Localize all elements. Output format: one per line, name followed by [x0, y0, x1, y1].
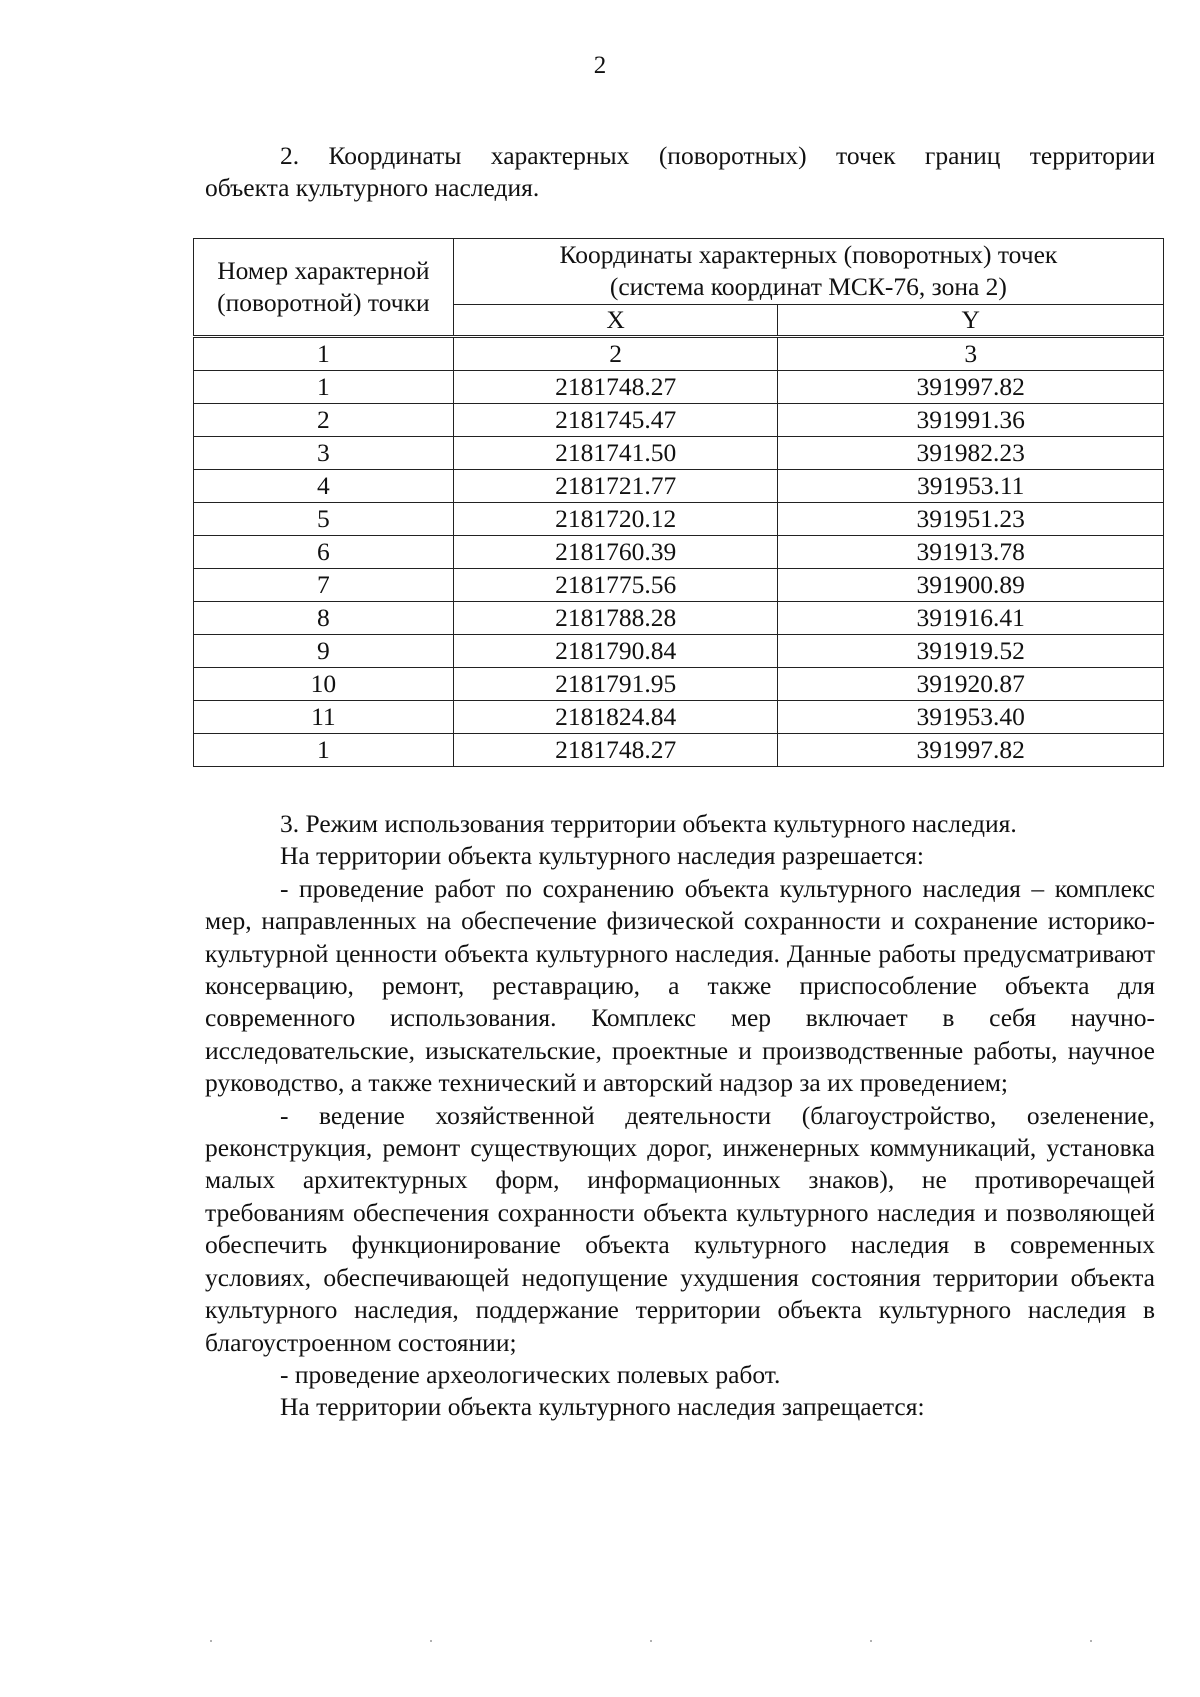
y-coordinate-cell: 391991.36 [778, 404, 1164, 437]
allowed-item-2: - ведение хозяйственной деятельности (благоустройство, озеленение, реконструкция, ремонт существующих дорог, инженерных коммуникаций, установка малых архитектурных форм, информационных знаков), не противоречащей требованиям обеспечения сохранности объекта культурного наследия и позволяющей обеспечить функционирование объекта культурного наследия в современных условиях, обеспечивающей недопущение ухудшения состояния территории объекта культурного наследия, поддержание территории объекта культурного наследия в благоустроенном состоянии; [205, 1100, 1155, 1357]
numbering-col-2: 2 [453, 337, 778, 371]
point-number-cell: 1 [194, 734, 454, 767]
section-3 [205, 808, 1155, 1424]
header-coordinates-line-1: Координаты характерных (поворотных) точек [559, 240, 1058, 270]
point-number-cell: 8 [194, 602, 454, 635]
table-row [194, 668, 1164, 701]
table-row [194, 734, 1164, 767]
point-number-cell: 11 [194, 701, 454, 734]
y-coordinate-cell: 391916.41 [778, 602, 1164, 635]
y-coordinate-cell: 391953.11 [778, 470, 1164, 503]
y-coordinate-cell: 391997.82 [778, 371, 1164, 404]
y-coordinate-cell: 391953.40 [778, 701, 1164, 734]
table-row [194, 437, 1164, 470]
x-coordinate-cell: 2181748.27 [453, 371, 778, 404]
x-coordinate-cell: 2181721.77 [453, 470, 778, 503]
x-coordinate-cell: 2181720.12 [453, 503, 778, 536]
table-row [194, 536, 1164, 569]
point-number-cell: 4 [194, 470, 454, 503]
header-y: Y [778, 304, 1164, 336]
y-coordinate-cell: 391951.23 [778, 503, 1164, 536]
allowed-item-1: - проведение работ по сохранению объекта культурного наследия – комплекс мер, направленных на обеспечение физической сохранности и сохранение историко-культурной ценности объекта культурного наследия. Данные работы предусматривают консервацию, ремонт, реставрацию, а также приспособление объекта для современного использования. Комплекс мер включает в себя научно-исследовательские, изыскательские, проектные и производственные работы, научное руководство, а также технический и авторский надзор за их проведением; [205, 873, 1155, 1098]
table-row [194, 371, 1164, 404]
scan-dots [0, 1640, 1200, 1646]
table-row [194, 602, 1164, 635]
x-coordinate-cell: 2181745.47 [453, 404, 778, 437]
x-coordinate-cell: 2181824.84 [453, 701, 778, 734]
section-3-heading: 3. Режим использования территории объекта культурного наследия. [280, 809, 1017, 838]
point-number-cell: 9 [194, 635, 454, 668]
header-point-number: Номер характерной (поворотной) точки [194, 239, 454, 337]
table-header-row [194, 239, 1164, 305]
section-2-line-1: 2. Координаты характерных (поворотных) точек границ территории [280, 141, 1155, 170]
point-number-cell: 5 [194, 503, 454, 536]
scan-dot [210, 1640, 212, 1642]
x-coordinate-cell: 2181791.95 [453, 668, 778, 701]
table-row [194, 701, 1164, 734]
allowed-intro: На территории объекта культурного наследия разрешается: [280, 841, 924, 871]
header-coordinates [453, 239, 1163, 305]
point-number-cell: 7 [194, 569, 454, 602]
scan-dot [1090, 1640, 1092, 1642]
y-coordinate-cell: 391997.82 [778, 734, 1164, 767]
coordinates-table [193, 238, 1164, 767]
x-coordinate-cell: 2181775.56 [453, 569, 778, 602]
point-number-cell: 10 [194, 668, 454, 701]
x-coordinate-cell: 2181760.39 [453, 536, 778, 569]
y-coordinate-cell: 391900.89 [778, 569, 1164, 602]
y-coordinate-cell: 391919.52 [778, 635, 1164, 668]
allowed-item-3: - проведение археологических полевых работ. [280, 1359, 781, 1389]
table-row [194, 503, 1164, 536]
numbering-col-3: 3 [778, 337, 1164, 371]
numbering-col-1: 1 [194, 337, 454, 371]
point-number-cell: 3 [194, 437, 454, 470]
x-coordinate-cell: 2181788.28 [453, 602, 778, 635]
x-coordinate-cell: 2181741.50 [453, 437, 778, 470]
section-2-line-2: объекта культурного наследия. [205, 173, 540, 202]
table-row [194, 470, 1164, 503]
table-row [194, 569, 1164, 602]
x-coordinate-cell: 2181748.27 [453, 734, 778, 767]
point-number-cell: 2 [194, 404, 454, 437]
y-coordinate-cell: 391913.78 [778, 536, 1164, 569]
header-coordinates-line-2: (система координат МСК-76, зона 2) [609, 272, 1007, 302]
section-2-heading [205, 140, 1155, 204]
point-number-cell: 1 [194, 371, 454, 404]
y-coordinate-cell: 391920.87 [778, 668, 1164, 701]
point-number-cell: 6 [194, 536, 454, 569]
page-number: 2 [593, 52, 607, 79]
scan-dot [650, 1640, 652, 1642]
table-row [194, 404, 1164, 437]
table-row [194, 635, 1164, 668]
forbidden-intro: На территории объекта культурного наследия запрещается: [280, 1392, 925, 1422]
x-coordinate-cell: 2181790.84 [453, 635, 778, 668]
header-x: X [453, 304, 778, 336]
table-numbering-row [194, 337, 1164, 371]
scan-dot [430, 1640, 432, 1642]
scan-dot [870, 1640, 872, 1642]
y-coordinate-cell: 391982.23 [778, 437, 1164, 470]
